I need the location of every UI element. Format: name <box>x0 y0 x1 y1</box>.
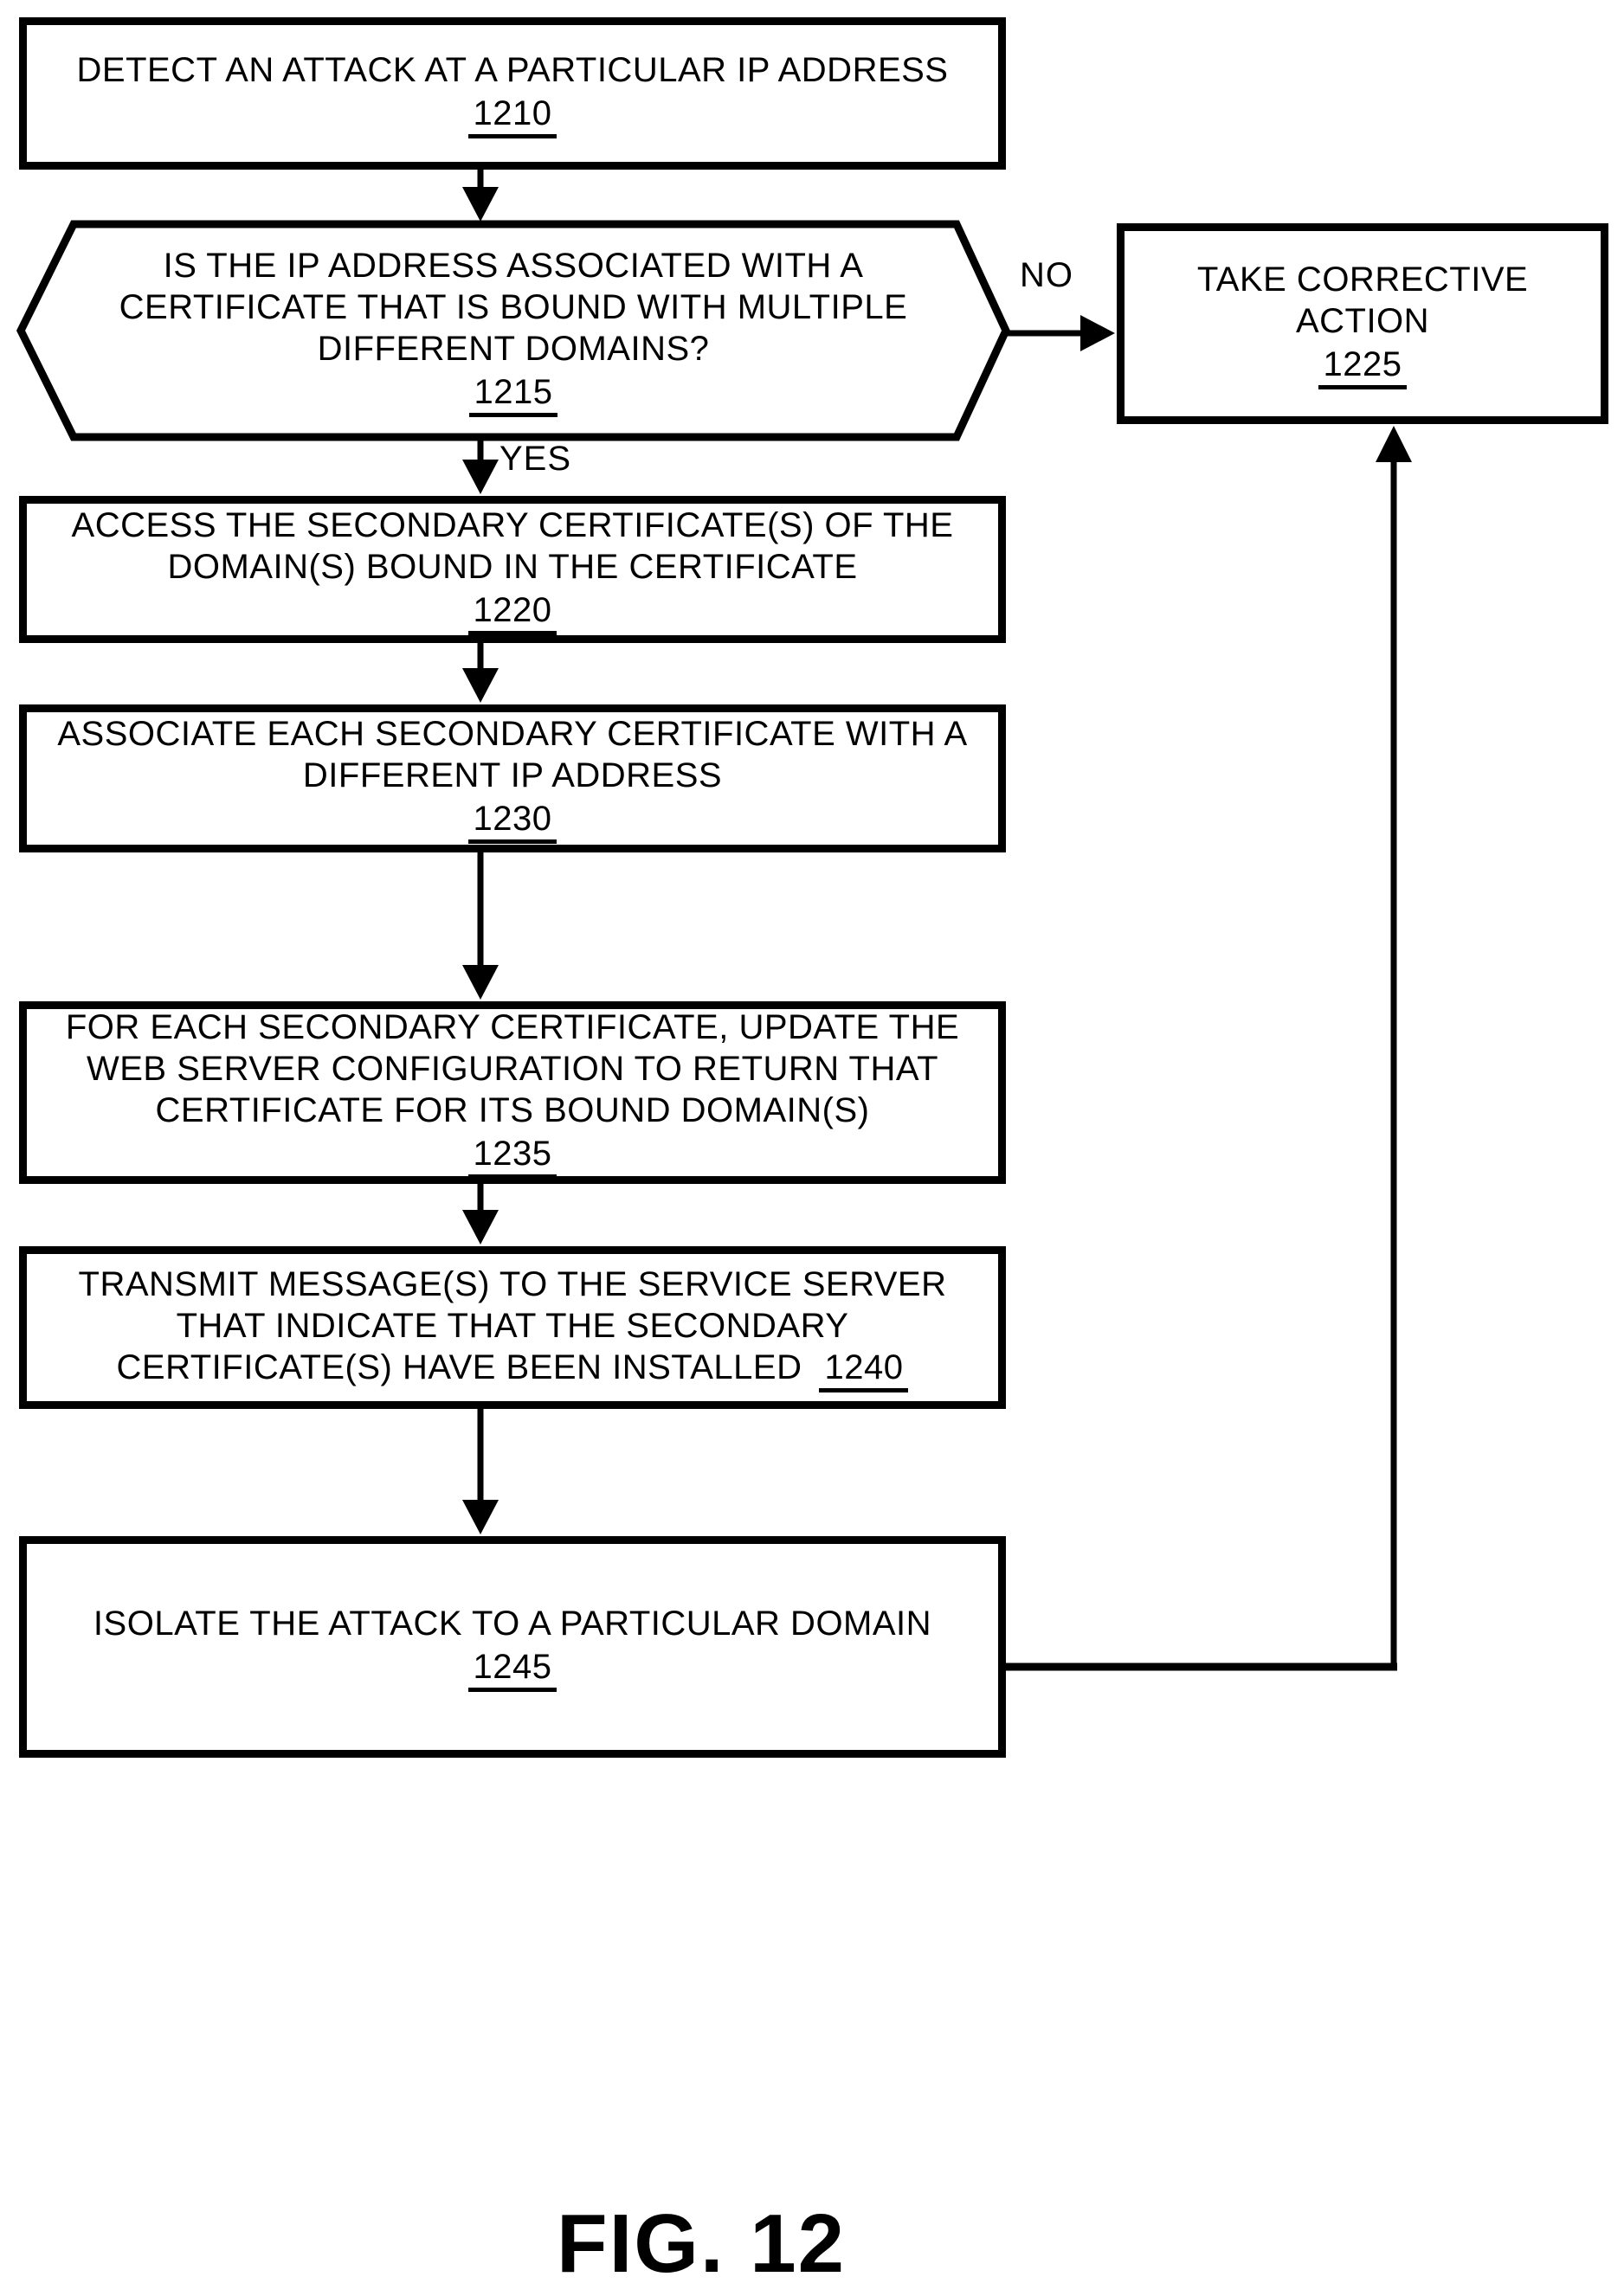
node-text-line: FOR EACH SECONDARY CERTIFICATE, UPDATE THE <box>65 1008 960 1046</box>
node-take-corrective-action <box>1117 223 1608 424</box>
edge-label-yes: YES <box>499 440 572 478</box>
arrow-associate-to-update <box>462 852 499 1000</box>
ref-row <box>468 1646 557 1692</box>
node-text-line: ACTION <box>1295 301 1430 340</box>
node-text-line: TAKE CORRECTIVE <box>1196 260 1529 299</box>
node-text-line: DOMAIN(S) BOUND IN THE CERTIFICATE <box>167 547 858 586</box>
arrow-access-to-associate <box>462 643 499 703</box>
node-text-line: THAT INDICATE THAT THE SECONDARY <box>176 1306 849 1345</box>
ref-number: 1225 <box>1318 345 1408 389</box>
node-text-line: DETECT AN ATTACK AT A PARTICULAR IP ADDRESS <box>76 50 949 89</box>
node-text-line: ASSOCIATE EACH SECONDARY CERTIFICATE WITH A <box>57 715 968 753</box>
ref-row <box>1318 344 1408 389</box>
node-transmit-messages <box>19 1246 1006 1409</box>
node-text-line: CERTIFICATE FOR ITS BOUND DOMAIN(S) <box>155 1091 870 1129</box>
node-text-line: ACCESS THE SECONDARY CERTIFICATE(S) OF THE <box>71 505 954 544</box>
arrow-detect-to-decision <box>462 169 499 222</box>
ref-number: 1230 <box>468 800 557 844</box>
arrow-update-to-transmit <box>462 1184 499 1244</box>
ref-number: 1240 <box>819 1348 908 1392</box>
ref-row <box>468 1133 557 1179</box>
ref-number: 1235 <box>468 1135 557 1179</box>
arrow-decision-to-access <box>462 437 499 494</box>
node-text-line: CERTIFICATE(S) HAVE BEEN INSTALLED <box>116 1347 802 1386</box>
figure-caption: FIG. 12 <box>556 2197 847 2290</box>
node-update-web-server-configuration <box>19 1001 1006 1184</box>
node-text-line: DIFFERENT DOMAINS? <box>317 329 710 368</box>
node-text-line: CERTIFICATE THAT IS BOUND WITH MULTIPLE <box>119 287 908 326</box>
node-access-secondary-certificates <box>19 496 1006 643</box>
node-associate-secondary-certificates <box>19 704 1006 852</box>
node-text-line: DIFFERENT IP ADDRESS <box>302 756 723 794</box>
ref-number: 1215 <box>469 373 558 417</box>
node-text-line: IS THE IP ADDRESS ASSOCIATED WITH A <box>163 246 864 285</box>
node-text-line: TRANSMIT MESSAGE(S) TO THE SERVICE SERVER <box>78 1264 947 1303</box>
ref-row <box>468 589 557 635</box>
connector-isolate-to-corrective <box>1002 426 1412 1670</box>
node-text-line: ISOLATE THE ATTACK TO A PARTICULAR DOMAIN <box>93 1604 932 1643</box>
ref-row <box>468 93 557 138</box>
node-decision-multiple-domains <box>16 220 1010 441</box>
node-text-line-with-ref <box>117 1347 909 1392</box>
node-text-line: WEB SERVER CONFIGURATION TO RETURN THAT <box>86 1050 939 1088</box>
ref-number: 1210 <box>468 94 557 138</box>
node-isolate-attack <box>19 1536 1006 1758</box>
ref-number: 1245 <box>468 1648 557 1692</box>
arrow-transmit-to-isolate <box>462 1409 499 1534</box>
edge-label-no: NO <box>1020 256 1073 294</box>
ref-row <box>468 798 557 844</box>
ref-row <box>469 371 558 417</box>
node-detect-attack <box>19 17 1006 170</box>
ref-number: 1220 <box>468 591 557 635</box>
arrow-decision-to-corrective <box>1006 315 1115 351</box>
